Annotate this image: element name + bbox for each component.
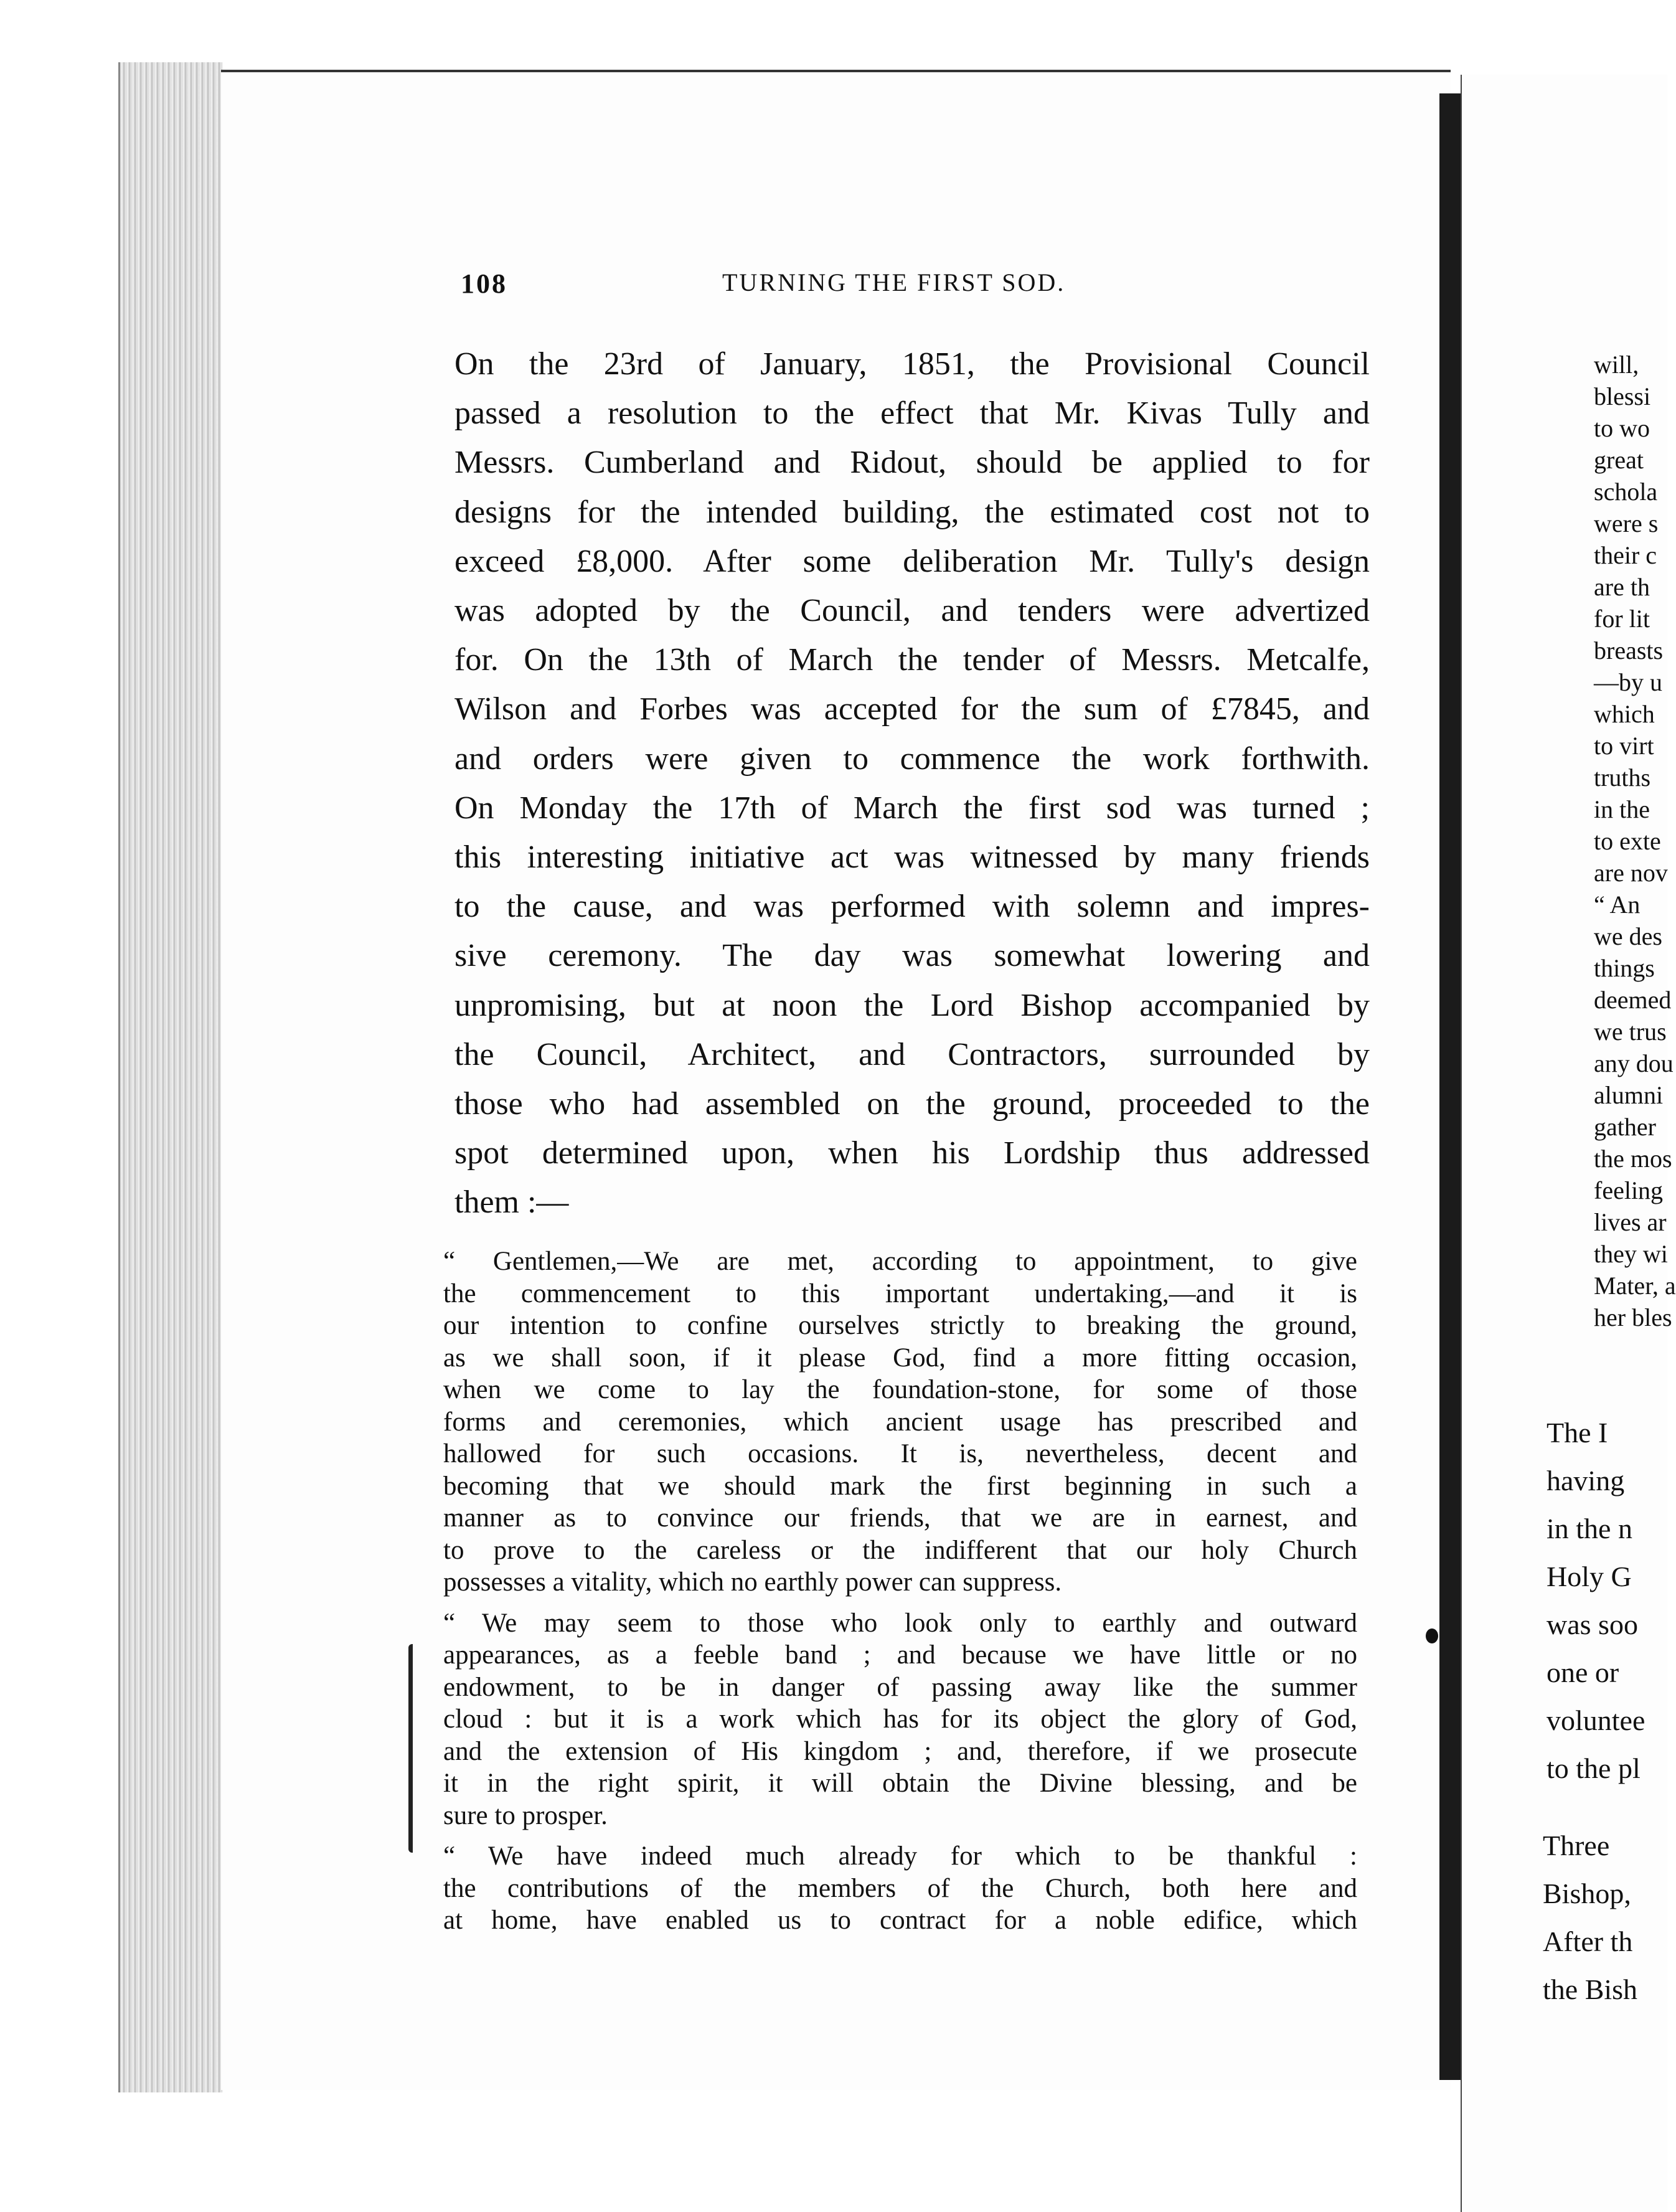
text-line: the commencement to this important undertaking,—and it is (443, 1279, 1357, 1308)
text-line: On the 23rd of January, 1851, the Provisional Council (454, 346, 1370, 382)
fragment-line: were s (1594, 509, 1659, 537)
text-line: passed a resolution to the effect that Mr. Kivas Tully and (454, 395, 1370, 432)
fragment-line: feeling (1594, 1176, 1664, 1204)
fragment-line: things (1594, 954, 1655, 982)
fragment-line: gather (1594, 1113, 1656, 1141)
text-line: as we shall soon, if it please God, find a more fitting occasion, (443, 1343, 1357, 1373)
fragment-line: lives ar (1594, 1208, 1667, 1236)
margin-pencil-mark (408, 1644, 421, 1853)
fragment-line: they wi (1594, 1240, 1668, 1268)
text-line: them :— (454, 1184, 569, 1221)
text-line: for. On the 13th of March the tender of Messrs. Metcalfe, (454, 642, 1370, 678)
fragment-line: Bishop, (1543, 1878, 1631, 1909)
fragment-line: voluntee (1547, 1704, 1645, 1736)
fragment-line: her bles (1594, 1303, 1672, 1331)
text-line: forms and ceremonies, which ancient usage has prescribed and (443, 1407, 1357, 1437)
fragment-line: Three (1543, 1830, 1610, 1861)
fragment-line: to exte (1594, 827, 1661, 855)
fragment-line: any dou (1594, 1049, 1674, 1077)
fragment-line: —by u (1594, 668, 1662, 696)
text-line: On Monday the 17th of March the first sod was turned ; (454, 790, 1370, 826)
text-line: exceed £8,000. After some deliberation Mr. Tully's design (454, 543, 1370, 579)
fragment-line: Holy G (1547, 1561, 1632, 1592)
fragment-line: alumni (1594, 1081, 1664, 1109)
fragment-line: having (1547, 1465, 1625, 1496)
fragment-line: great (1594, 446, 1644, 474)
fragment-line: their c (1594, 541, 1657, 569)
bishop-address-quote (443, 1245, 1357, 1937)
text-line: endowment, to be in danger of passing away like the summer (443, 1672, 1357, 1702)
fragment-line: are th (1594, 573, 1650, 601)
fragment-line: schola (1594, 478, 1658, 506)
text-line: appearances, as a feeble band ; and because we have little or no (443, 1640, 1357, 1670)
text-line: our intention to confine ourselves strictly to breaking the ground, (443, 1311, 1357, 1340)
text-line: the contributions of the members of the Church, both here and (443, 1873, 1357, 1903)
text-line: at home, have enabled us to contract for a noble edifice, which (443, 1906, 1357, 1935)
text-line: Wilson and Forbes was accepted for the sum of £7845, and (454, 691, 1370, 727)
fragment-line: for lit (1594, 605, 1650, 633)
fragment-line: the mos (1594, 1145, 1672, 1173)
fragment-line: blessi (1594, 382, 1651, 410)
text-line: “ We may seem to those who look only to earthly and outward (443, 1608, 1357, 1638)
fragment-line: in the n (1547, 1513, 1632, 1544)
paragraph-gap (443, 1599, 1357, 1607)
text-line: this interesting initiative act was witnessed by many friends (454, 839, 1370, 876)
fragment-line: After th (1543, 1926, 1633, 1957)
text-line: those who had assembled on the ground, proceeded to the (454, 1086, 1370, 1122)
text-line: was adopted by the Council, and tenders were advertized (454, 593, 1370, 629)
main-paragraph (454, 339, 1370, 1227)
text-line: sure to prosper. (443, 1800, 608, 1830)
text-line: Messrs. Cumberland and Ridout, should be applied to for (454, 445, 1370, 481)
text-line: cloud : but it is a work which has for its object the glory of God, (443, 1704, 1357, 1734)
fragment-line: deemed (1594, 986, 1672, 1014)
book-page-edges (118, 62, 223, 2092)
fragment-line: breasts (1594, 636, 1664, 664)
fragment-line: we des (1594, 922, 1662, 950)
fragment-line: one or (1547, 1657, 1619, 1688)
right-page-text-small (1594, 349, 1676, 1333)
fragment-line: truths (1594, 763, 1651, 792)
text-line: to prove to the careless or the indifferent that our holy Church (443, 1535, 1357, 1565)
paragraph-gap (443, 1832, 1357, 1840)
fragment-line: to wo (1594, 414, 1650, 442)
text-line: it in the right spirit, it will obtain the Divine blessing, and be (443, 1769, 1357, 1798)
text-line: designs for the intended building, the estimated cost not to (454, 494, 1370, 530)
ink-dot (1426, 1628, 1438, 1643)
fragment-line: we trus (1594, 1018, 1667, 1046)
text-line: spot determined upon, when his Lordship thus addressed (454, 1135, 1370, 1171)
text-line: and orders were given to commence the work forthwith. (454, 740, 1370, 777)
text-line: the Council, Architect, and Contractors, surrounded by (454, 1036, 1370, 1072)
text-line: sive ceremony. The day was somewhat lowering and (454, 938, 1370, 974)
fragment-line: Mater, a (1594, 1272, 1676, 1300)
text-line: manner as to convince our friends, that we are in earnest, and (443, 1503, 1357, 1533)
text-line: unpromising, but at noon the Lord Bishop accompanied by (454, 987, 1370, 1023)
page-number: 108 (461, 268, 507, 299)
fragment-line: was soo (1547, 1609, 1638, 1640)
fragment-line: The I (1547, 1417, 1608, 1449)
fragment-line: in the (1594, 795, 1650, 823)
right-page-text-large (1547, 1409, 1645, 1792)
book-gutter (1439, 93, 1461, 2080)
text-line: “ Gentlemen,—We are met, according to appointment, to give (443, 1247, 1357, 1276)
fragment-line: to virt (1594, 732, 1654, 760)
text-line: hallowed for such occasions. It is, nevertheless, decent and (443, 1439, 1357, 1468)
text-line: to the cause, and was performed with solemn and impres- (454, 889, 1370, 925)
fragment-line: are nov (1594, 859, 1668, 887)
right-page-text-large-2 (1543, 1822, 1637, 2013)
text-line: possesses a vitality, which no earthly power can suppress. (443, 1567, 1062, 1597)
text-line: becoming that we should mark the first beginning in such a (443, 1471, 1357, 1501)
fragment-line: will, (1594, 351, 1639, 379)
text-line: “ We have indeed much already for which to be thankful : (443, 1841, 1357, 1871)
text-line: and the extension of His kingdom ; and, therefore, if we prosecute (443, 1736, 1357, 1766)
text-line: when we come to lay the foundation-stone, for some of those (443, 1375, 1357, 1404)
fragment-line: the Bish (1543, 1973, 1638, 2005)
fragment-line: which (1594, 700, 1655, 728)
fragment-line: “ An (1594, 891, 1641, 919)
fragment-line: to the pl (1547, 1752, 1641, 1784)
running-title: TURNING THE FIRST SOD. (722, 268, 1066, 296)
